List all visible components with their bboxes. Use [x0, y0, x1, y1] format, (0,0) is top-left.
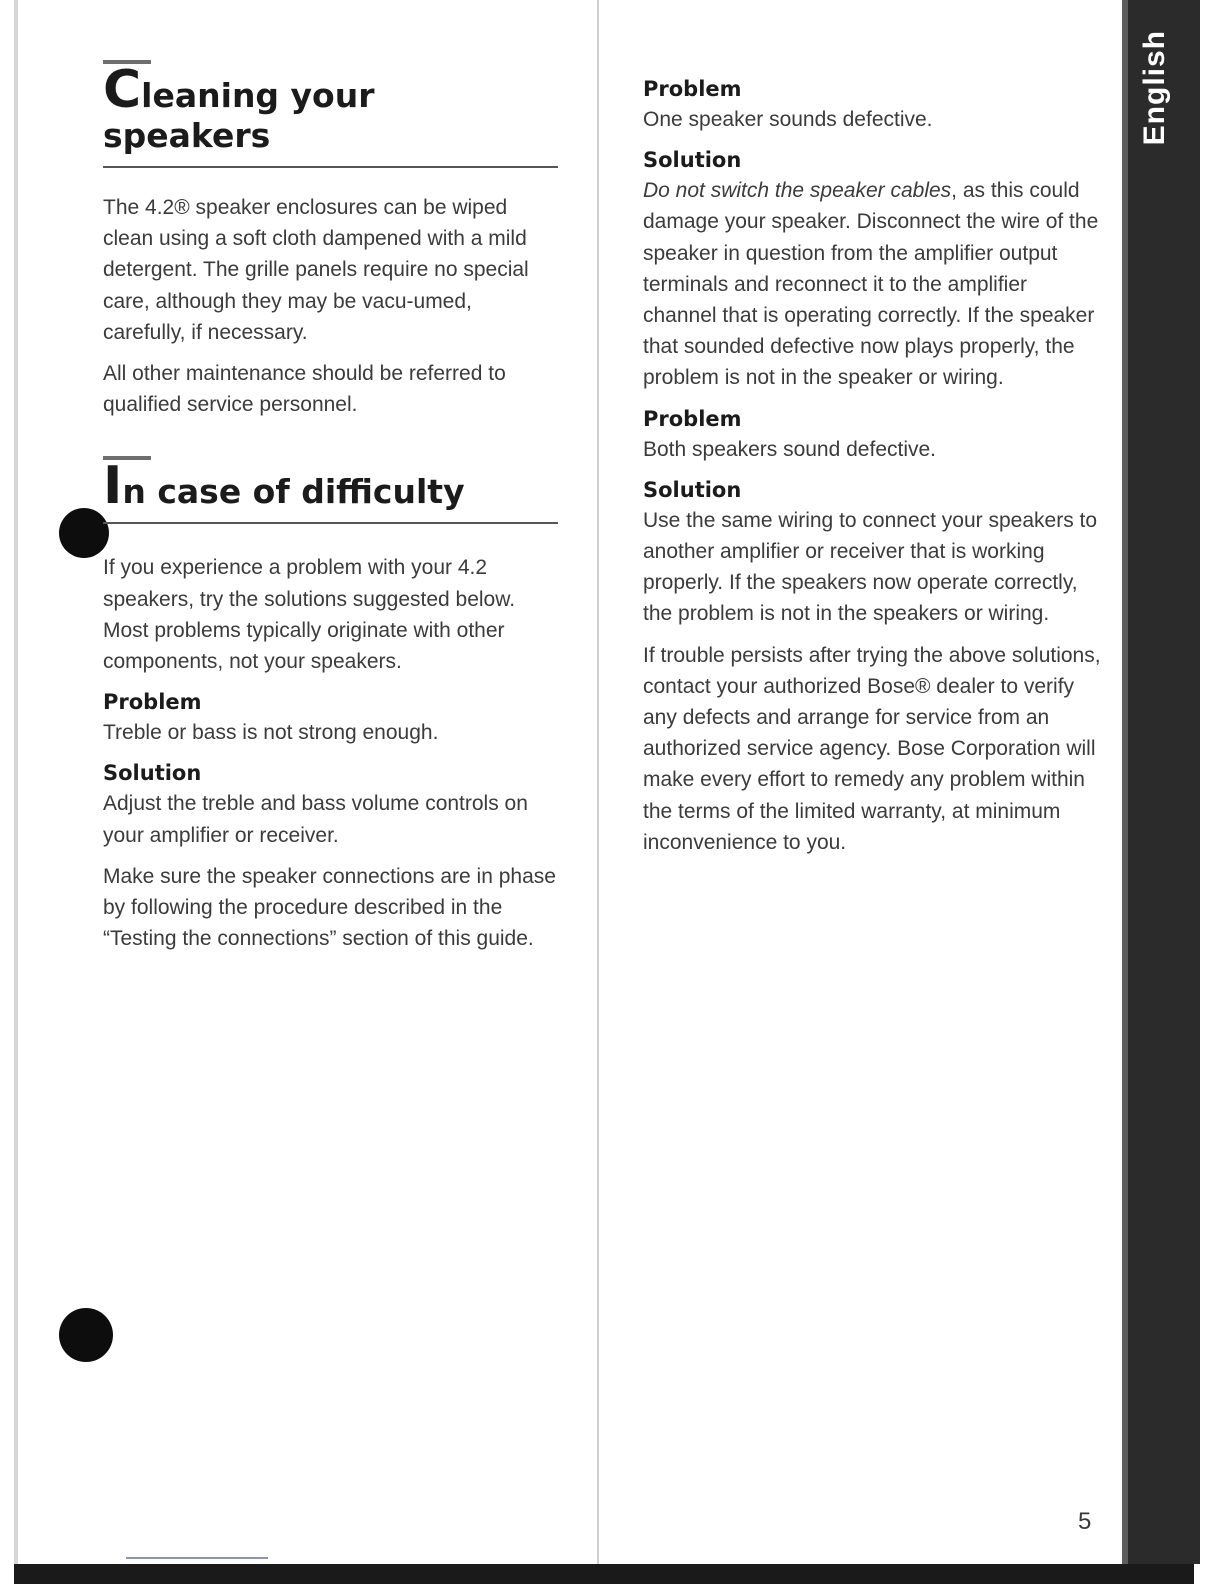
page-bottom-edge: [14, 1564, 1194, 1584]
solution-text-rest: , as this could damage your speaker. Disconnect the wire of the speaker in question from the amplifier output terminals and reconnect it to the amplifier channel that is operating correctly. If the speaker that sounded defective now plays properly, the problem is not in the speaker or wiring.: [643, 179, 1099, 390]
difficulty-intro: If you experience a problem with your 4.2 speakers, try the solutions suggested below. Most problems typically originate with other components, not your speakers.: [103, 556, 516, 674]
binder-hole-mark: [59, 1308, 113, 1362]
solution-label: Solution: [103, 761, 202, 786]
problem-label: Problem: [643, 77, 742, 101]
solution-text: Make sure the speaker connections are in phase by following the procedure described in the “Testing the connections” section of this guide.: [103, 864, 556, 951]
language-tab-label: [1130, 30, 1180, 170]
bottom-edge-mark: [126, 1557, 268, 1559]
problem-text: Treble or bass is not strong enough.: [103, 721, 439, 745]
cleaning-paragraph: The 4.2® speaker enclosures can be wiped clean using a soft cloth dampened with a mild detergent. The grille panels require no special care, although they may be vacu-umed, carefully, if necessary.: [103, 196, 529, 344]
maintenance-paragraph: All other maintenance should be referred to qualified service personnel.: [103, 362, 506, 417]
binder-hole-mark: [59, 508, 109, 558]
column-fold: [597, 0, 599, 1564]
language-tab: [1122, 0, 1200, 1564]
page-number: 5: [1078, 1508, 1092, 1535]
problem-text: Both speakers sound defective.: [643, 437, 937, 461]
closing-paragraph: If trouble persists after trying the above solutions, contact your authorized Bose® dealer to verify any defects and arrange for service from an authorized service agency. Bose Corporation will make every effort to remedy any problem within the terms of the limited warranty, at minimum inconvenience to you.: [643, 643, 1101, 854]
difficulty-heading: [103, 456, 558, 517]
language-tab-text: English: [1138, 30, 1171, 146]
problem-text: One speaker sounds defective.: [643, 108, 933, 131]
difficulty-heading-block: [103, 456, 558, 524]
solution-text: [643, 175, 1103, 393]
cleaning-heading-line2: speakers: [103, 116, 271, 155]
difficulty-heading-text: n case of difficulty: [122, 472, 465, 512]
cleaning-heading-line1: leaning your: [141, 76, 375, 115]
right-column: [643, 74, 1103, 858]
solution-label: Solution: [643, 477, 742, 502]
cleaning-heading: [103, 60, 558, 156]
cleaning-heading-block: [103, 60, 558, 168]
problem-label: Problem: [643, 406, 742, 431]
page-left-edge: [14, 0, 18, 1584]
cleaning-drop-cap: C: [103, 60, 142, 120]
heading-rule: [103, 522, 558, 524]
solution-text: Adjust the treble and bass volume controls on your amplifier or receiver.: [103, 792, 528, 847]
problem-label: Problem: [103, 690, 202, 715]
solution-text: Use the same wiring to connect your speakers to another amplifier or receiver that is working properly. If the speakers now operate correctly, the problem is not in the speakers or wiring.: [643, 508, 1098, 626]
heading-rule: [103, 166, 558, 168]
solution-label: Solution: [643, 148, 742, 173]
left-column: [103, 60, 558, 954]
difficulty-drop-cap: I: [103, 456, 123, 517]
solution-emphasis: Do not switch the speaker cables: [643, 179, 952, 203]
